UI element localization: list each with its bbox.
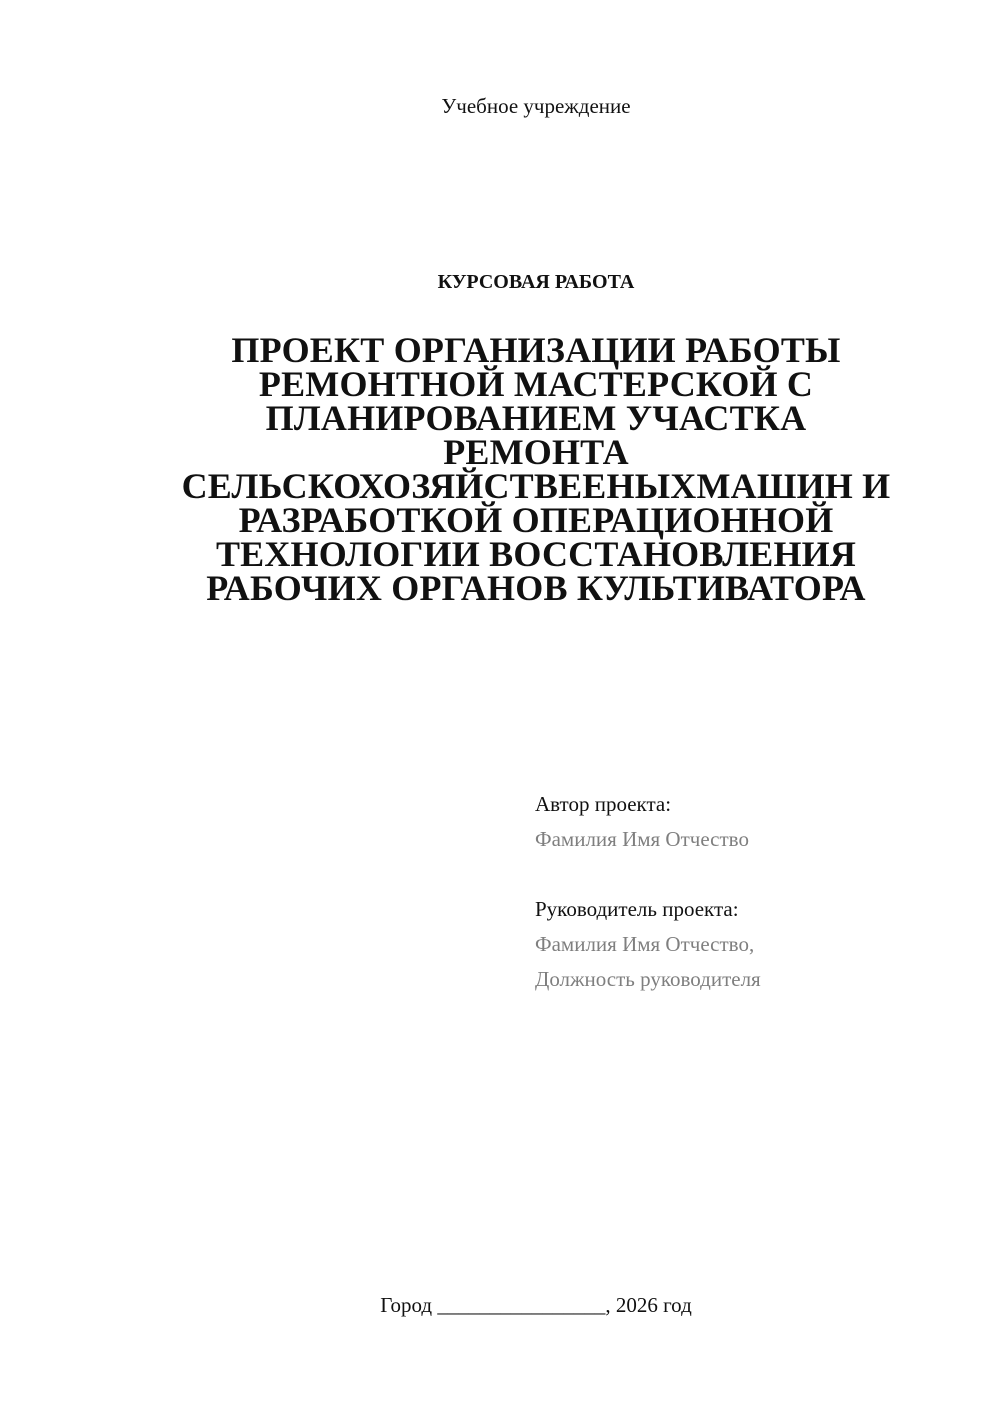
author-name: Фамилия Имя Отчество bbox=[535, 827, 749, 851]
title-line: РАБОЧИХ ОРГАНОВ КУЛЬТИВАТОРА bbox=[206, 568, 866, 608]
supervisor-position: Должность руководителя bbox=[535, 967, 761, 991]
title-line: СЕЛЬСКОХОЗЯЙСТВЕЕНЫХМАШИН И bbox=[181, 466, 891, 506]
title-line: ТЕХНОЛОГИИ ВОССТАНОВЛЕНИЯ bbox=[215, 534, 857, 574]
supervisor-name: Фамилия Имя Отчество, bbox=[535, 932, 755, 956]
supervisor-label: Руководитель проекта: bbox=[535, 897, 739, 921]
title-line: РЕМОНТА bbox=[443, 432, 629, 472]
spacer bbox=[535, 857, 955, 892]
title-line: ПЛАНИРОВАНИЕМ УЧАСТКА bbox=[265, 398, 807, 438]
title-line: ПРОЕКТ ОРГАНИЗАЦИИ РАБОТЫ bbox=[231, 330, 841, 370]
work-type-heading: КУРСОВАЯ РАБОТА bbox=[437, 271, 635, 293]
credits-block bbox=[535, 787, 955, 997]
city-year-footer: Город ________________, 2026 год bbox=[380, 1293, 692, 1317]
author-label: Автор проекта: bbox=[535, 792, 672, 816]
title-line: РАЗРАБОТКОЙ ОПЕРАЦИОННОЙ bbox=[238, 500, 834, 540]
title-line: РЕМОНТНОЙ МАСТЕРСКОЙ С bbox=[258, 364, 814, 404]
project-title bbox=[140, 330, 932, 608]
institution-name: Учебное учреждение bbox=[441, 94, 631, 118]
